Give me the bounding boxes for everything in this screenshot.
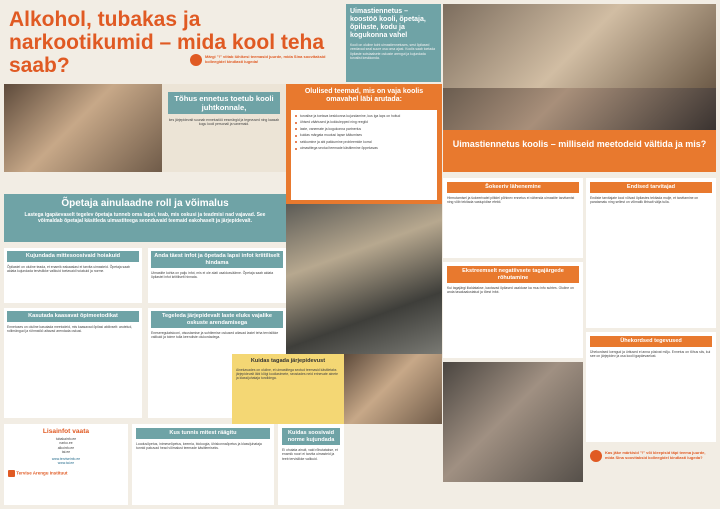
topics-list <box>295 114 433 151</box>
list-item: sekkumine ja abi pakkumine probleemide korral <box>295 140 433 144</box>
methods-banner <box>443 130 716 172</box>
more-info-panel: Lisainfot vaata tubakainfo.ee narko.ee alkoinfo.ee tai.ee www.terviseinfo.ee www.tai.ee Tervise Arengu Instituut <box>4 424 128 505</box>
tag-icon <box>590 450 602 462</box>
logo: Tervise Arengu Instituut <box>8 470 124 477</box>
cooperation-heading: Uimastiennetus – koostöö kooli, õpetaja, õpilaste, kodu ja kogukonna vahel <box>350 8 426 39</box>
topics-panel <box>286 84 442 204</box>
list-item: laste, vanemate ja kogukonna partnerlus <box>295 127 433 131</box>
boys-photo <box>344 354 442 424</box>
hashtag-note: Märgi "!" viitab lühikesi teemasid juurde, mida Sina soovitaksid kolleegidel kindlasti lugeda! <box>190 54 340 66</box>
one-off-panel: Ühekordsed tegevused Ühekordsed loengud ja üritused ei anna püsivat mõju. Ennetus on tõhus siis, kui see on järjepidev ja osa kooli igapäevaelust. <box>586 332 716 442</box>
footer-note: Kas jäke märkisid "!" või kleepisid täpi teema juurde, mida Sina soovitaksid kolleegidel kindlasti lugeda? <box>586 446 716 505</box>
cooperation-body: Kooli on oluline koht uimastiennetuses, sest õpilased veedavad seal suure osa oma ajast. Koolis saab toetada õpilaste sotsiaalsete oskuste arengut ja kujundada turvalist keskkonda. <box>350 43 436 60</box>
classroom-photo <box>4 84 162 172</box>
leadership-body: kes järjepidevalt suunab ennetustöö eesmärgid ja tegevused ning kaasab kogu kooli personali ja vanemaid. <box>168 118 280 127</box>
meeting-photo <box>443 4 716 88</box>
continuity-panel: Kuidas tagada järjepidevust Ainekavades on oluline, et uimastitega seotud teemasid käsitletaks järjepidevalt läbi kõigi kooliastmete, seostades neid erinevate ainete ja klassijuhataja tundidega. <box>232 354 344 424</box>
leadership-heading: Tõhus ennetus toetub kooli juhtkonnale, <box>168 92 280 114</box>
leadership-panel <box>162 84 286 172</box>
negative-panel: Ekstreemselt negatiivsete tagajärgede rõhutamine Kui tagajärgi liialdatakse, kaotavad õpilased usalduse ka muu info suhtes. Oluline on anda tasakaalustatud ja tõest infot. <box>443 262 583 358</box>
methods-card: Kasutada kaasavat õpimeetodikat Ennetuses on oluline kasutada meetodeid, mis kaasavad õpilasi aktiivselt: arutelud, rollimängud ja rühmatöö aitavad arendada oskusi. <box>4 308 142 418</box>
norms-panel: Kuidas soosivaid norme kujundada Ei ohutata ainult, vaid rõhutatakse, et enamik noori ei tarvita uimasteid ja teeb tervislikke valikuid. <box>278 424 344 505</box>
shock-panel: Šokeeriv lähenemine Hirmutamisel ja šokeerivatel piltidel põhinev ennetus ei vähenda uimastite tarvitamist ning võib tekitada vastupidise efekti. <box>443 178 583 258</box>
former-users-panel: Endised tarvitajad Endiste tarvitajate lood võivad õpilastes tekitada mulje, et tarvitamine on paratamatu ning sellest on võimalik lihtsalt välja tulla. <box>586 178 716 328</box>
link[interactable]: www.terviseinfo.ee <box>51 457 81 462</box>
list-item: kuidas märgata muutusi lapse käitumises <box>295 133 433 137</box>
coffee-photo <box>443 88 716 130</box>
topics-heading: Olulised teemad, mis on vaja koolis omavahel läbi arutada: <box>304 88 424 103</box>
teacher-role-heading: Õpetaja ainulaadne roll ja võimalus <box>61 198 229 209</box>
cooperation-panel <box>346 4 441 82</box>
list-item: uimastitega seotud teemade käsitlemine õppekavas <box>295 146 433 150</box>
lessons-panel: Kus tunnis mitest räägitu Loodusõpetus, inimeseõpetus, keemia, bioloogia, ühiskonnaõpetus ja klassijuhataja tunnid pakuvad head võimalust teemade käsitlemiseks. <box>132 424 274 505</box>
list-item: turvalise ja toetava keskkonna kujundamine, kus iga laps on hoitud <box>295 114 433 118</box>
tag-icon <box>190 54 202 66</box>
hands-photo <box>443 362 583 482</box>
info-card: Anda täest infot ja õpetada lapsi infot kriitiliselt hindama Uimastite kohta on palju infot, mis ei ole alati usaldusväärne. Õpetaja saab aidata õpilastel infot kriitiliselt hinnata. <box>148 248 286 303</box>
students-photo <box>286 204 442 354</box>
page-title: Alkohol, tubakas ja narkootikumid – mida kool teha saab? <box>9 8 325 77</box>
teacher-role-sub: Lastega igapäevaselt tegelev õpetaja tunneb oma lapsi, teab, mis oskusi ja teadmisi nad vajavad. See võimaldab õpetajal käsitleda uimastiteega seonduvaid teemaid eakohaselt ja järjepidevalt. <box>24 212 266 224</box>
link[interactable]: www.tai.ee <box>57 461 75 466</box>
skills-card: Tegeleda järjepidevalt laste eluks vajalike oskuste arendamisega Eneseregulatsiooni, otsustamise ja suhtlemise oskused aitavad lastel teha tervislikke valikuid ja toime tulla keeruliste olukordadega. <box>148 308 286 418</box>
list-item: ühised väärtused ja kokkulepped ning reeglid <box>295 120 433 124</box>
tai-logo-icon <box>8 470 15 477</box>
teacher-role-panel <box>4 194 286 242</box>
attitudes-card: Kujundada mittesoosivaid hoiakuid Õpilastel on oluline teada, et enamik eakaaslasi ei tarvita uimasteid. Õpetaja saab aidata kujundada tervislikke valikuid toetavaid hoiakuid ja norme. <box>4 248 142 303</box>
methods-heading: Uimastiennetus koolis – milliseid meetodeid vältida ja mis? <box>452 139 707 149</box>
